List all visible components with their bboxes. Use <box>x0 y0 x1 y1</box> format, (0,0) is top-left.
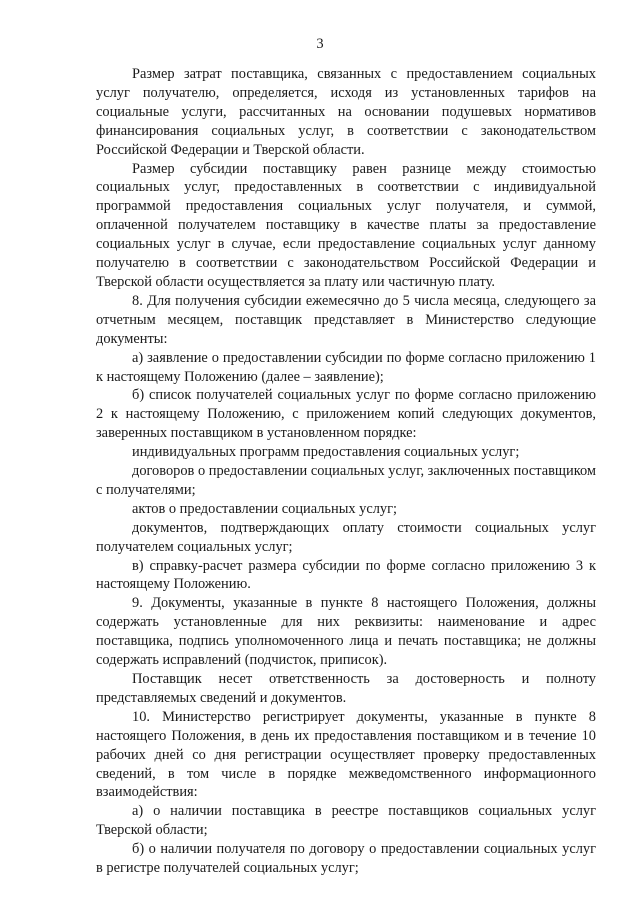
paragraph-item-8v: в) справку-расчет размера субсидии по форме согласно приложению 3 к настоящему Положению. <box>96 557 596 593</box>
paragraph-item-8: 8. Для получения субсидии ежемесячно до 5 числа месяца, следующего за отчетным месяцем, поставщик представляет в Министерство следующие документы: <box>96 292 596 347</box>
paragraph-item-8a: а) заявление о предоставлении субсидии по форме согласно приложению 1 к настоящему Положению (далее – заявление); <box>96 349 596 385</box>
paragraph-subsidy-size: Размер субсидии поставщику равен разнице между стоимостью социальных услуг, предоставленных в соответствии с индивидуальной программой предоставления социальных услуг получателя, и суммой, оплаченной получателем поставщику в качестве платы за предоставление социальных услуг в случае, если предоставление социальных услуг данному получателю в соответствии с законодательством Российской Федерации и Тверской области осуществляется за плату или частичную плату. <box>96 160 596 290</box>
paragraph-item-8b: б) список получателей социальных услуг по форме согласно приложению 2 к настоящему Положению, с приложением копий следующих документов, заверенных поставщиком в установленном порядке: <box>96 387 596 442</box>
paragraph-contracts: договоров о предоставлении социальных услуг, заключенных поставщиком с получателями; <box>96 463 596 498</box>
page-number: 3 <box>316 36 324 52</box>
paragraph-item-10b: б) о наличии получателя по договору о предоставлении социальных услуг в регистре получателей социальных услуг; <box>96 841 596 877</box>
paragraph-payment-documents: документов, подтверждающих оплату стоимости социальных услуг получателем социальных услуг; <box>96 519 596 555</box>
paragraph-cost-size: Размер затрат поставщика, связанных с предоставлением социальных услуг получателю, определяется, исходя из установленных тарифов на социальные услуги, рассчитанных на основании подушевых нормативов финансирования социальных услуг, в соответствии с законодательством Российской Федерации и Тверской области. <box>96 66 596 158</box>
paragraph-item-10a: а) о наличии поставщика в реестре поставщиков социальных услуг Тверской области; <box>96 803 596 839</box>
paragraph-item-10: 10. Министерство регистрирует документы, указанные в пункте 8 настоящего Положения, в день их предоставления поставщиком и в течение 10 рабочих дней со дня регистрации осуществляет проверку предоставленных сведений, в том числе в порядке межведомственного информационного взаимодействия: <box>96 708 596 801</box>
paragraph-individual-programs: индивидуальных программ предоставления социальных услуг; <box>132 444 520 461</box>
paragraph-item-9: 9. Документы, указанные в пункте 8 настоящего Положения, должны содержать установленные для них реквизиты: наименование и адрес поставщика, подпись уполномоченного лица и печать поставщика; не должны содержать исправлений (подчисток, приписок). <box>96 595 596 669</box>
paragraph-responsibility: Поставщик несет ответственность за достоверность и полноту представляемых сведений и документов. <box>96 671 596 706</box>
paragraph-acts: актов о предоставлении социальных услуг; <box>132 500 398 517</box>
document-body <box>96 65 596 878</box>
